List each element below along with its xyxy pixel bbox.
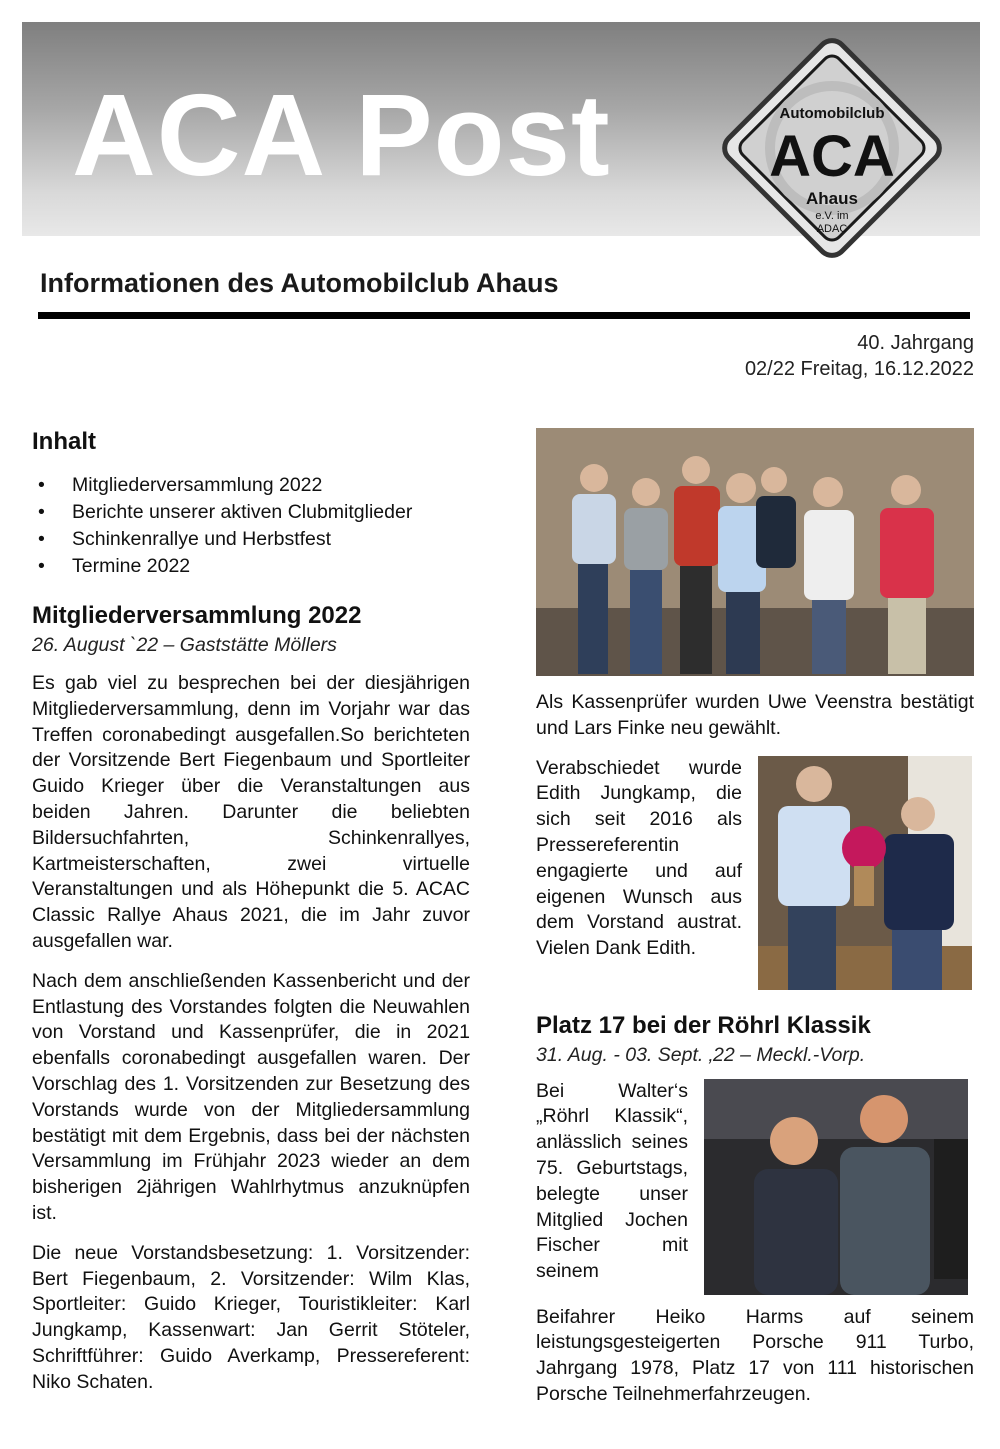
article2-paragraph-1: Bei Walter‘s „Röhrl Klassik“, anlässlich seines 75. Geburtstags, belegte unser Mitglied Jochen Fischer mit seinem	[536, 1079, 688, 1283]
bullet-icon: •	[38, 528, 45, 550]
issue-info	[745, 330, 974, 382]
toc-item: • Berichte unserer aktiven Clubmitglieder	[32, 499, 470, 526]
header-rule	[38, 312, 970, 319]
bullet-icon: •	[38, 474, 45, 496]
rally-block	[536, 1079, 974, 1313]
logo-top-text: Automobilclub	[779, 105, 885, 122]
article1-paragraph-3: Die neue Vorstandsbesetzung: 1. Vorsitzender: Bert Fiegenbaum, 2. Vorsitzender: Wilm Klas, Sportleiter: Guido Krieger, Touristikleiter: Karl Jungkamp, Kassenwart: Jan Gerrit Stöteler, Schriftführer: Guido Averkamp, Pressereferent: Niko Schaten.	[32, 1241, 470, 1393]
article2-heading: Platz 17 bei der Röhrl Klassik	[536, 1011, 871, 1039]
bullet-icon: •	[38, 555, 45, 577]
article1-heading: Mitgliederversammlung 2022	[32, 602, 362, 629]
right-column	[536, 428, 974, 1408]
logo-sub2-text: ADAC	[816, 223, 848, 235]
aca-club-logo	[712, 28, 952, 268]
toc-list	[32, 472, 470, 580]
logo-city-text: Ahaus	[806, 189, 858, 208]
article1-paragraph-4: Als Kassenprüfer wurden Uwe Veenstra bestätigt und Lars Finke neu gewählt.	[536, 691, 974, 739]
farewell-photo	[758, 756, 972, 990]
toc-heading: Inhalt	[32, 428, 96, 455]
newsletter-subtitle: Informationen des Automobilclub Ahaus	[40, 268, 559, 298]
logo-main-text: ACA	[769, 124, 895, 189]
toc-item: • Termine 2022	[32, 553, 470, 580]
farewell-block	[536, 756, 974, 992]
article1-paragraph-5: Verabschiedet wurde Edith Jungkamp, die sich seit 2016 als Pressereferentin engagierte und auf eigenen Wunsch aus dem Vorstand austrat. Vielen Dank Edith.	[536, 756, 742, 960]
article1-dateline: 26. August `22 – Gaststätte Möllers	[32, 634, 337, 656]
issue-date: 02/22 Freitag, 16.12.2022	[744, 358, 974, 380]
masthead-title: ACA Post	[72, 70, 611, 200]
article2-paragraph-2: Beifahrer Heiko Harms auf seinem leistungsgesteigerten Porsche 911 Turbo, Jahrgang 1978, Platz 17 von 111 historischen Porsche Teilnehmerfahrzeugen.	[536, 1305, 974, 1405]
toc-item: • Mitgliederversammlung 2022	[32, 472, 470, 499]
group-photo	[536, 428, 974, 676]
article1-paragraph-1: Es gab viel zu besprechen bei der diesjährigen Mitgliederversammlung, denn im Vorjahr war das Treffen coronabedingt ausgefallen.So berichteten der Vorsitzende Bert Fiegenbaum und Sportleiter Guido Krieger über die Veranstaltungen aus beiden Jahren. Darunter die beliebten Bildersuchfahrten, Schinkenrallyes, Kartmeisterschaften, zwei virtuelle Veranstaltungen und als Höhepunkt die 5. ACAC Classic Rallye Ahaus 2021, die im Jahr zuvor ausgefallen war.	[32, 672, 470, 952]
article2-dateline: 31. Aug. - 03. Sept. ‚22 – Meckl.-Vorp.	[536, 1043, 866, 1066]
issue-volume: 40. Jahrgang	[857, 332, 974, 354]
left-column	[32, 428, 470, 1396]
rally-photo	[704, 1079, 968, 1295]
article1-paragraph-2: Nach dem anschließenden Kassenbericht und der Entlastung des Vorstandes folgten die Neuwahlen von Vorstand und Kassenprüfer, die in 2021 ebenfalls coronabedingt ausgefallen waren. Der Vorschlag des 1. Vorsitzenden zur Besetzung des Vorstands wurde von der Mitgliedersammlung bestätigt mit dem Ergebnis, dass bei der nächsten Versammlung im Frühjahr 2023 wieder an dem bisherigen 2jährigen Wahlrhytmus anzuknüpfen ist.	[32, 969, 470, 1224]
logo-sub1-text: e.V. im	[815, 210, 849, 222]
bullet-icon: •	[38, 501, 45, 523]
toc-item: • Schinkenrallye und Herbstfest	[32, 526, 470, 553]
